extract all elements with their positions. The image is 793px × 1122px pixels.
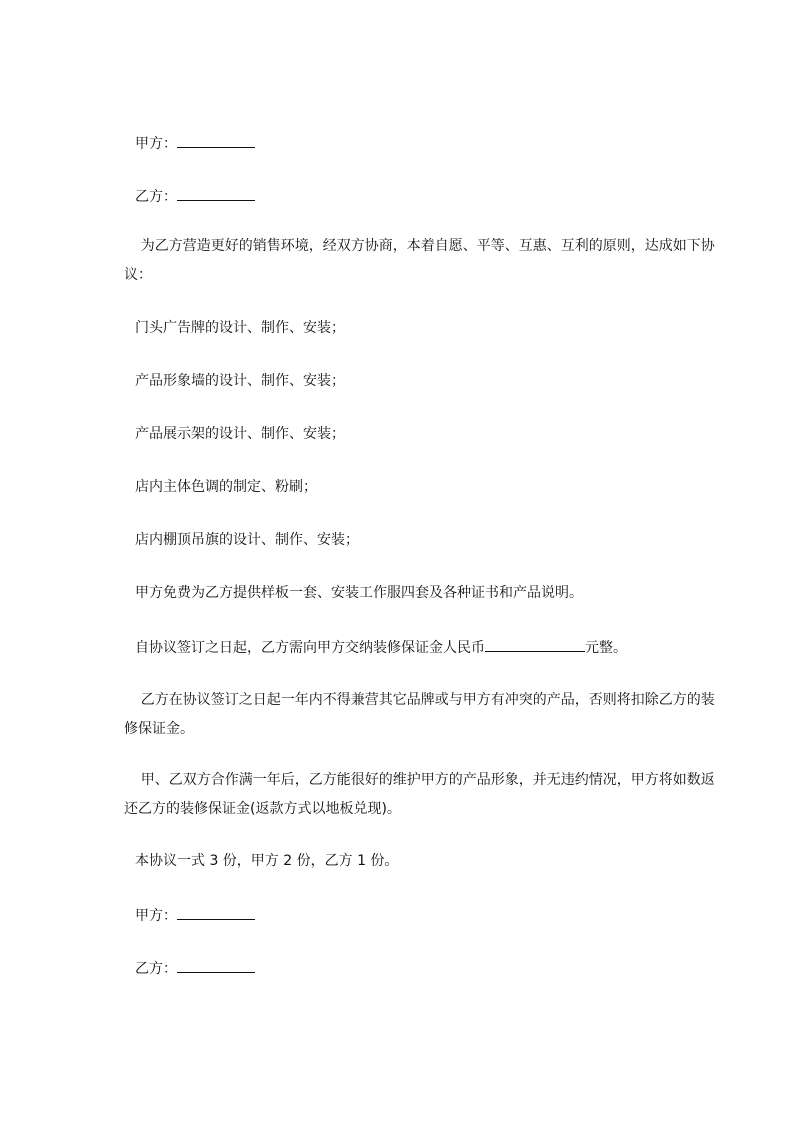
footer-party-a-label: 甲方： xyxy=(135,908,177,924)
refund-clause: 甲、乙双方合作满一年后，乙方能很好的维护甲方的产品形象，并无违约情况，甲方将如数返还乙方的装修保证金(返款方式以地板兑现)。 xyxy=(124,772,715,817)
header-party-b xyxy=(135,185,255,207)
item-ceiling-flags: 店内棚顶吊旗的设计、制作、安装； xyxy=(135,532,359,548)
party-a-label: 甲方： xyxy=(135,136,177,152)
deposit-prefix: 自协议签订之日起，乙方需向甲方交纳装修保证金人民币 xyxy=(135,640,485,656)
item-display-rack: 产品展示架的设计、制作、安装； xyxy=(135,426,345,442)
deposit-suffix: 元整。 xyxy=(585,640,627,656)
item-signboard: 门头广告牌的设计、制作、安装； xyxy=(135,320,345,336)
intro-paragraph: 为乙方营造更好的销售环境，经双方协商，本着自愿、平等、互惠、互利的原则，达成如下协议： xyxy=(124,238,715,283)
item-color-scheme: 店内主体色调的制定、粉刷； xyxy=(135,479,317,495)
copies-clause: 本协议一式 3 份，甲方 2 份，乙方 1 份。 xyxy=(135,853,399,869)
footer-party-b xyxy=(135,957,255,979)
footer-party-a-blank xyxy=(177,904,255,920)
item-free-samples: 甲方免费为乙方提供样板一套、安装工作服四套及各种证书和产品说明。 xyxy=(135,585,583,601)
item-image-wall: 产品形象墙的设计、制作、安装； xyxy=(135,373,345,389)
exclusive-clause: 乙方在协议签订之日起一年内不得兼营其它品牌或与甲方有冲突的产品，否则将扣除乙方的装修保证金。 xyxy=(124,692,715,737)
footer-party-b-label: 乙方： xyxy=(135,961,177,977)
deposit-amount-blank xyxy=(485,636,585,652)
party-b-label: 乙方： xyxy=(135,189,177,205)
footer-party-a xyxy=(135,904,255,926)
deposit-clause xyxy=(135,636,627,658)
footer-party-b-blank xyxy=(177,957,255,973)
header-party-a xyxy=(135,132,255,154)
party-a-blank xyxy=(177,132,255,148)
party-b-blank xyxy=(177,185,255,201)
